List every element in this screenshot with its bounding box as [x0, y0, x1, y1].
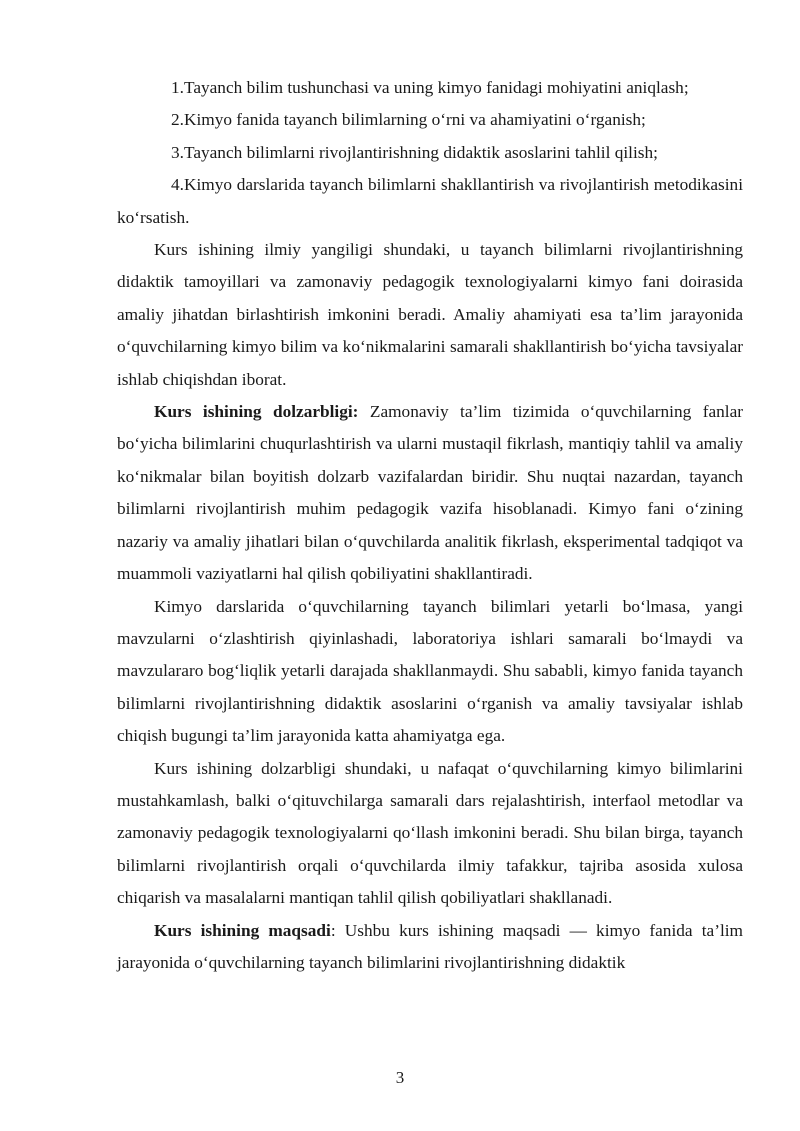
paragraph-goal-text: : Ushbu kurs ishining maqsadi — kimyo fanida ta’lim jarayonida o‘quvchilarning tayanch bilimlarini rivojlantirishning didaktik — [117, 920, 743, 972]
list-number: 3. — [171, 142, 184, 162]
list-number: 1. — [171, 78, 184, 97]
list-item — [117, 104, 743, 136]
list-number: 2. — [171, 110, 184, 130]
list-item — [117, 169, 743, 234]
page-number: 3 — [395, 1068, 405, 1087]
paragraph-chemistry-lessons: Kimyo darslarida o‘quvchilarning tayanch bilimlari yetarli bo‘lmasa, yangi mavzularni o‘zlashtirish qiyinlashadi, laboratoriya ishlari samarali bo‘lmaydi va mavzulararo bog‘liqlik yetarli darajada shakllanmaydi. Shu sababli, kimyo fanida tayanch bilimlarni rivojlantirishning didaktik asoslarini o‘rganish va amaliy tavsiyalar ishlab chiqish bugungi ta’lim jarayonida katta ahamiyatga ega. — [117, 596, 743, 746]
list-item-text: Kimyo darslarida tayanch bilimlarni shakllantirish va rivojlantirish metodikasini ko‘rsatish. — [117, 175, 743, 227]
paragraph-relevance-detail: Kurs ishining dolzarbligi shundaki, u nafaqat o‘quvchilarning kimyo bilimlarini mustahkamlash, balki o‘qituvchilarga samarali dars rejalashtirish, interfaol metodlar va zamonaviy pedagogik texnologiyalarni qo‘llash imkonini beradi. Shu bilan birga, tayanch bilimlarni rivojlantirish orqali o‘quvchilarda ilmiy tafakkur, tajriba asosida xulosa chiqarish va masalalarni mantiqan tahlil qilish qobiliyatlari shakllanadi. — [117, 758, 743, 908]
list-item-text: Kimyo fanida tayanch bilimlarning o‘rni va ahamiyatini o‘rganish; — [183, 110, 646, 130]
section-heading-relevance: Kurs ishining dolzarbligi: — [154, 402, 359, 422]
paragraph-relevance-text: Zamonaviy ta’lim tizimida o‘quvchilarning fanlar bo‘yicha bilimlarini chuqurlashtirish va ularni mustaqil fikrlash, mantiqiy tahlil va amaliy ko‘nikmalar bilan boyitish dolzarb vazifalardan biridir. Shu nuqtai nazardan, tayanch bilimlarni rivojlantirish muhim pedagogik vazifa hisoblanadi. Kimyo fani o‘zining nazariy va amaliy jihatlari bilan o‘quvchilarda analitik fikrlash, eksperimental tadqiqot va muammoli vaziyatlarni hal qilish qobiliyatini shakllantiradi. — [117, 402, 743, 584]
document-page — [117, 72, 743, 979]
list-item-text: Tayanch bilim tushunchasi va uning kimyo fanidagi mohiyatini aniqlash; — [183, 78, 689, 97]
paragraph-novelty: Kurs ishining ilmiy yangiligi shundaki, u tayanch bilimlarni rivojlantirishning didaktik tamoyillari va zamonaviy pedagogik texnologiyalarni kimyo fani doirasida amaliy jihatdan birlashtirish imkonini beradi. Amaliy ahamiyati esa ta’lim jarayonida o‘quvchilarning kimyo bilim va ko‘nikmalarini samarali shakllantirish bo‘yicha tavsiyalar ishlab chiqishdan iborat. — [117, 240, 743, 389]
list-item-text: Tayanch bilimlarni rivojlantirishning didaktik asoslarini tahlil qilish; — [183, 142, 658, 162]
paragraph-relevance — [117, 396, 743, 590]
list-number: 4. — [171, 175, 184, 195]
list-item — [117, 72, 743, 104]
section-heading-goal: Kurs ishining maqsadi — [154, 920, 331, 940]
paragraph-goal — [117, 915, 743, 980]
list-item — [117, 137, 743, 169]
